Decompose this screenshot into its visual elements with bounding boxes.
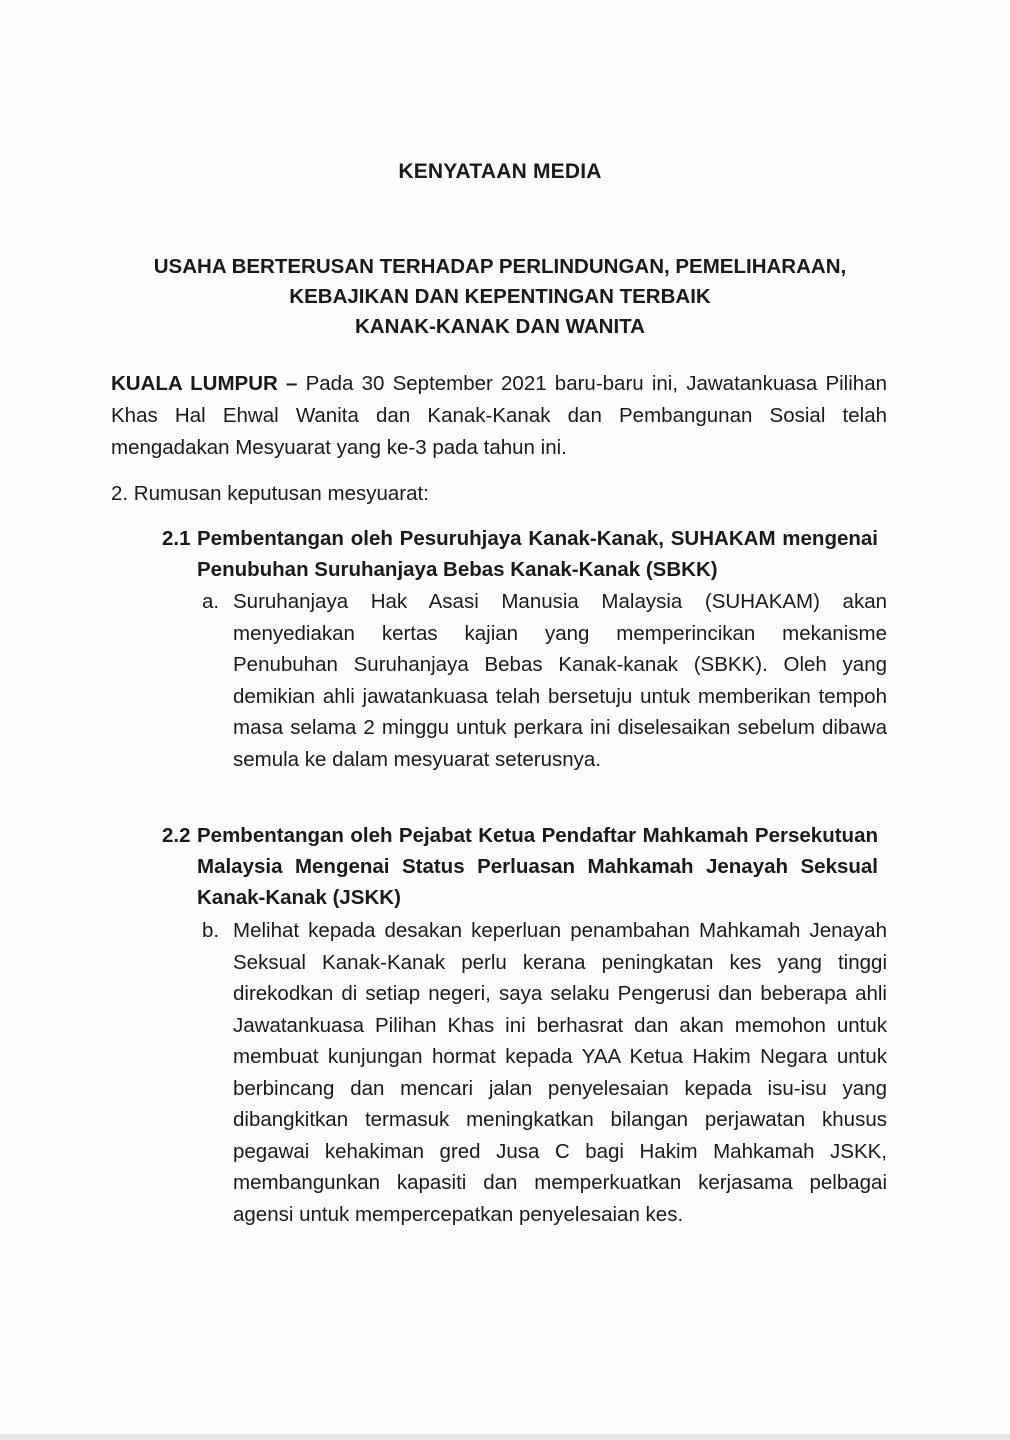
subsection-heading-text: Pembentangan oleh Pesuruhjaya Kanak-Kanak, SUHAKAM mengenai Penubuhan Suruhanjaya Bebas Kanak-Kanak (SBKK) <box>197 527 878 581</box>
document-label: KENYATAAN MEDIA <box>398 160 602 183</box>
item-text: Suruhanjaya Hak Asasi Manusia Malaysia (SUHAKAM) akan menyediakan kertas kajian yang memperincikan mekanisme Penubuhan Suruhanjaya Bebas Kanak-kanak (SBKK). Oleh yang demikian ahli jawatankuasa telah bersetuju untuk memberikan tempoh masa selama 2 minggu untuk perkara ini diselesaikan sebelum dibawa semula ke dalam mesyuarat seterusnya. <box>233 590 887 771</box>
subsection-2-1-item <box>202 586 887 775</box>
section-heading-2: 2. Rumusan keputusan mesyuarat: <box>111 482 429 505</box>
title-line-2: KEBAJIKAN DAN KEPENTINGAN TERBAIK <box>289 285 711 308</box>
subsection-2-2-heading <box>162 820 878 913</box>
subsection-2-2-item <box>202 915 887 1230</box>
subsection-2-1-heading <box>162 523 878 585</box>
item-marker: b. <box>202 919 220 942</box>
dateline-place: KUALA LUMPUR – <box>111 372 298 395</box>
page-bottom-edge <box>0 1434 1010 1440</box>
lead-text: Pada 30 September 2021 baru-baru ini, Jawatankuasa Pilihan Khas Hal Ehwal Wanita dan Kanak-Kanak dan Pembangunan Sosial telah mengadakan Mesyuarat yang ke-3 pada tahun ini. <box>111 372 887 459</box>
lead-paragraph <box>111 368 887 464</box>
title-line-3: KANAK-KANAK DAN WANITA <box>354 315 645 338</box>
item-marker: a. <box>202 590 220 613</box>
subsection-heading-text: Pembentangan oleh Pejabat Ketua Pendaftar Mahkamah Persekutuan Malaysia Mengenai Status Perluasan Mahkamah Jenayah Seksual Kanak-Kanak (JSKK) <box>197 824 878 909</box>
subsection-number: 2.1 <box>162 527 191 550</box>
document-title <box>0 252 1000 342</box>
title-line-1: USAHA BERTERUSAN TERHADAP PERLINDUNGAN, PEMELIHARAAN, <box>153 255 847 278</box>
subsection-number: 2.2 <box>162 824 191 847</box>
item-text: Melihat kepada desakan keperluan penambahan Mahkamah Jenayah Seksual Kanak-Kanak perlu kerana peningkatan kes yang tinggi direkodkan di setiap negeri, saya selaku Pengerusi dan beberapa ahli Jawatankuasa Pilihan Khas ini berhasrat dan akan memohon untuk membuat kunjungan hormat kepada YAA Ketua Hakim Negara untuk berbincang dan mencari jalan penyelesaian kepada isu-isu yang dibangkitkan termasuk meningkatkan bilangan perjawatan khusus pegawai kehakiman gred Jusa C bagi Hakim Mahkamah JSKK, membangunkan kapasiti dan memperkuatkan kerjasama pelbagai agensi untuk mempercepatkan penyelesaian kes. <box>233 919 887 1226</box>
